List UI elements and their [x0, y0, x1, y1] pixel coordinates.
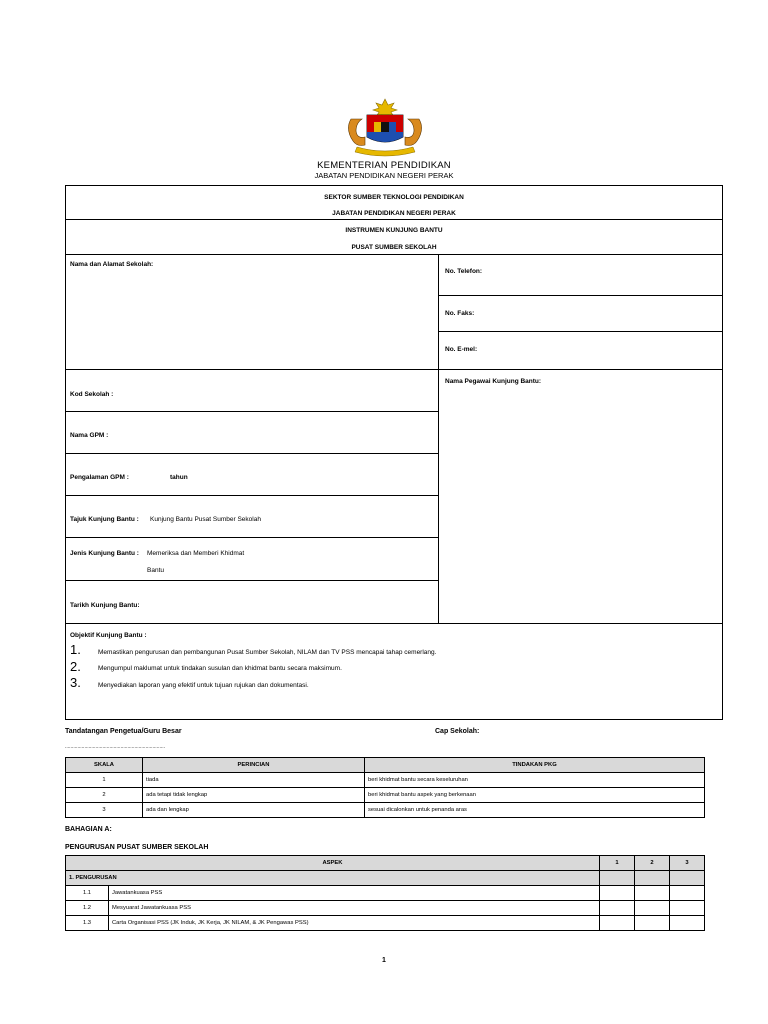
- aspect-header-aspek: ASPEK: [66, 856, 600, 871]
- table-row: [66, 916, 705, 931]
- aspect-number: 1.2: [66, 901, 109, 916]
- scale-detail: ada tetapi tidak lengkap: [143, 788, 365, 803]
- school-name-address-label: Nama dan Alamat Sekolah:: [70, 261, 154, 268]
- aspect-item: Jawatankuasa PSS: [109, 886, 600, 901]
- aspect-section-label: 1. PENGURUSAN: [66, 871, 600, 886]
- aspect-item: Mesyuarat Jawatankuasa PSS: [109, 901, 600, 916]
- experience-unit: tahun: [170, 474, 188, 481]
- table-row: [66, 788, 705, 803]
- objective-text-1: Memastikan pengurusan dan pembangunan Pusat Sumber Sekolah, NILAM dan TV PSS mencapai tahap cemerlang.: [98, 649, 437, 656]
- officer-name-label: Nama Pegawai Kunjung Bantu:: [445, 378, 542, 385]
- form-title-line2: JABATAN PENDIDIKAN NEGERI PERAK: [332, 210, 456, 217]
- department-heading: JABATAN PENDIDIKAN NEGERI PERAK: [314, 171, 454, 180]
- visit-type-value-2: Bantu: [147, 567, 164, 574]
- ministry-heading: KEMENTERIAN PENDIDIKAN: [317, 160, 451, 171]
- table-row: [66, 773, 705, 788]
- scale-value: 1: [66, 773, 143, 788]
- score-cell[interactable]: [670, 886, 705, 901]
- form-title-line3: INSTRUMEN KUNJUNG BANTU: [345, 227, 443, 234]
- scale-value: 2: [66, 788, 143, 803]
- email-label: No. E-mel:: [445, 346, 478, 353]
- visit-type-value-1: Memeriksa dan Memberi Khidmat: [147, 550, 245, 557]
- score-cell[interactable]: [670, 901, 705, 916]
- objective-num-2: 2.: [70, 659, 81, 674]
- coat-of-arms-logo: [343, 97, 427, 157]
- gpm-name-label: Nama GPM :: [70, 432, 109, 439]
- score-cell[interactable]: [600, 916, 635, 931]
- aspect-header-3: 3: [670, 856, 705, 871]
- visit-date-label: Tarikh Kunjung Bantu:: [70, 602, 140, 609]
- form-title-line4: PUSAT SUMBER SEKOLAH: [351, 244, 437, 251]
- objective-text-3: Menyediakan laporan yang efektif untuk tujuan rujukan dan dokumentasi.: [98, 682, 309, 689]
- scale-value: 3: [66, 803, 143, 818]
- scale-header-skala: SKALA: [66, 758, 143, 773]
- score-cell[interactable]: [600, 901, 635, 916]
- objective-text-2: Mengumpul maklumat untuk tindakan susulan dan khidmat bantu secara maksimum.: [98, 665, 342, 672]
- visit-title-label: Tajuk Kunjung Bantu :: [70, 516, 139, 523]
- section-title: BAHAGIAN A:: [65, 826, 112, 833]
- school-code-label: Kod Sekolah :: [70, 391, 114, 398]
- visit-title-value: Kunjung Bantu Pusat Sumber Sekolah: [150, 516, 261, 523]
- aspect-item: Carta Organisasi PSS (JK Induk, JK Kerja, JK NILAM, & JK Pengawas PSS): [109, 916, 600, 931]
- section-subtitle: PENGURUSAN PUSAT SUMBER SEKOLAH: [65, 844, 209, 851]
- scale-action: beri khidmat bantu secara keseluruhan: [365, 773, 705, 788]
- table-row: [66, 803, 705, 818]
- aspect-header-2: 2: [635, 856, 670, 871]
- score-cell[interactable]: [600, 886, 635, 901]
- scale-detail: tiada: [143, 773, 365, 788]
- page-number: 1: [382, 957, 386, 964]
- scale-header-tindakan: TINDAKAN PKG: [365, 758, 705, 773]
- objective-num-3: 3.: [70, 675, 81, 690]
- scale-action: sesuai dicalonkan untuk penanda aras: [365, 803, 705, 818]
- score-cell[interactable]: [635, 886, 670, 901]
- phone-label: No. Telefon:: [445, 268, 483, 275]
- table-row: [66, 886, 705, 901]
- form-title-line1: SEKTOR SUMBER TEKNOLOGI PENDIDIKAN: [324, 194, 464, 201]
- fax-label: No. Faks:: [445, 310, 475, 317]
- objective-num-1: 1.: [70, 642, 81, 657]
- scale-detail: ada dan lengkap: [143, 803, 365, 818]
- score-cell[interactable]: [635, 916, 670, 931]
- scale-header-perincian: PERINCIAN: [143, 758, 365, 773]
- aspect-table: [65, 855, 705, 931]
- signature-line: ........................................................................: [65, 744, 166, 750]
- aspect-number: 1.3: [66, 916, 109, 931]
- table-row: [66, 901, 705, 916]
- score-cell[interactable]: [635, 901, 670, 916]
- gpm-experience-label: Pengalaman GPM :: [70, 474, 129, 481]
- school-stamp-label: Cap Sekolah:: [435, 728, 480, 735]
- objective-title: Objektif Kunjung Bantu :: [70, 632, 147, 639]
- scale-action: beri khidmat bantu aspek yang berkenaan: [365, 788, 705, 803]
- visit-type-label: Jenis Kunjung Bantu :: [70, 550, 139, 557]
- aspect-number: 1.1: [66, 886, 109, 901]
- table-row: [66, 871, 705, 886]
- scale-table: [65, 757, 705, 818]
- principal-signature-label: Tandatangan Pengetua/Guru Besar: [65, 728, 182, 735]
- score-cell[interactable]: [670, 916, 705, 931]
- aspect-header-1: 1: [600, 856, 635, 871]
